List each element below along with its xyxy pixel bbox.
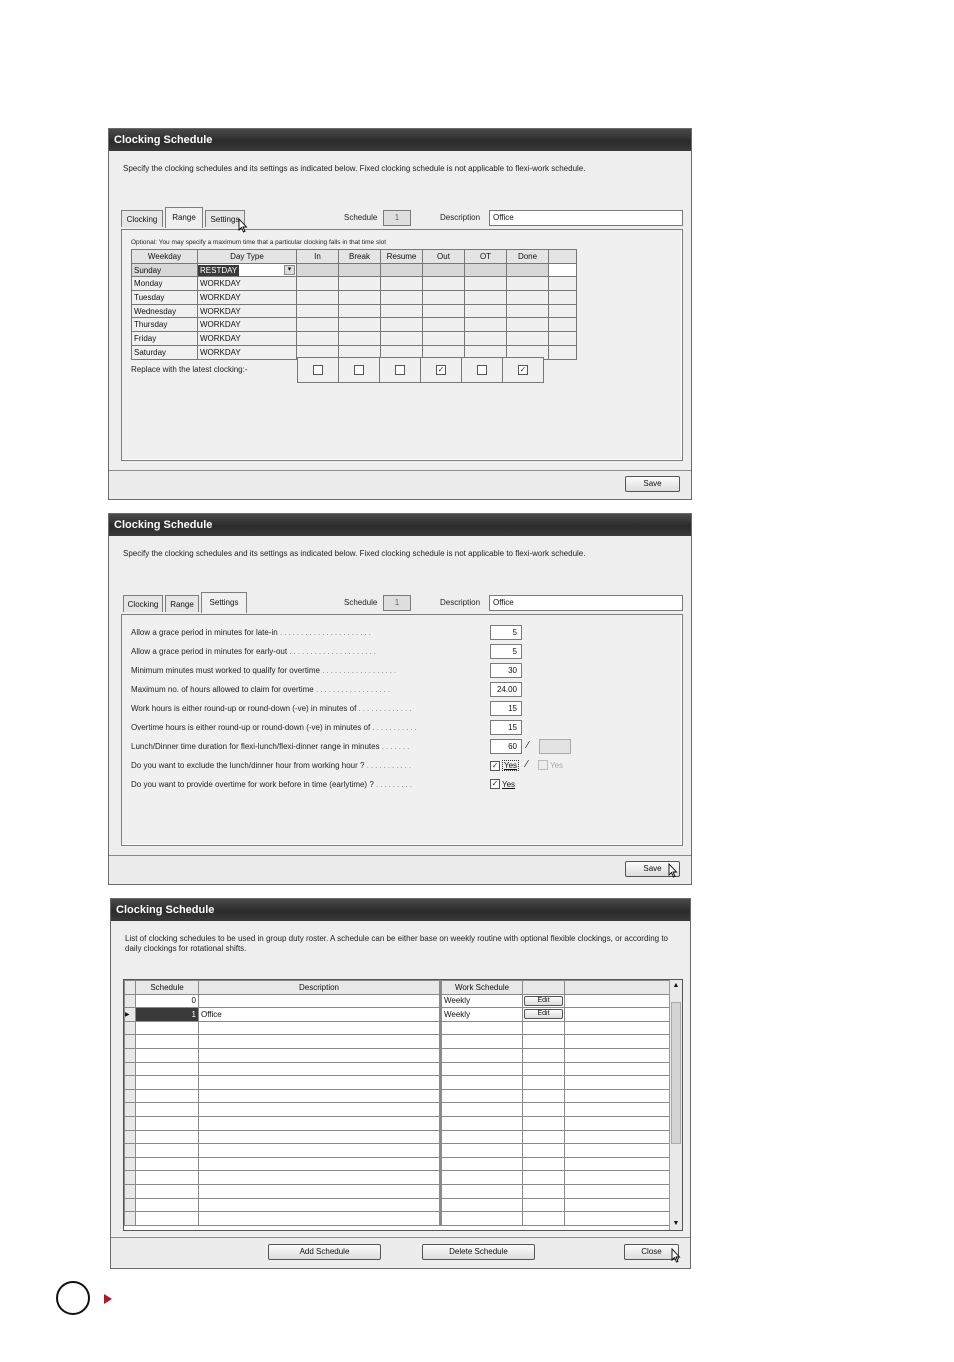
work-schedule-cell: Weekly bbox=[441, 994, 523, 1008]
setting-label-work-rounding bbox=[131, 704, 413, 713]
table-row-empty bbox=[125, 1184, 670, 1198]
leader-dots: ..................... bbox=[289, 647, 378, 656]
setting-label-text: Allow a grace period in minutes for late-in bbox=[131, 628, 278, 637]
empty-cell bbox=[523, 1116, 565, 1130]
setting-label-max-overtime bbox=[131, 685, 392, 694]
replace-checkbox-row bbox=[297, 357, 544, 383]
empty-cell bbox=[199, 1144, 441, 1158]
column-header-break: Break bbox=[339, 250, 381, 264]
empty-cell bbox=[523, 1035, 565, 1049]
lunch-duration-input[interactable]: 60 bbox=[490, 739, 522, 754]
leader-dots: ............. bbox=[358, 704, 414, 713]
empty-cell bbox=[523, 1103, 565, 1117]
leader-dots: .................. bbox=[315, 685, 392, 694]
empty-cell bbox=[441, 1198, 523, 1212]
day-type-value: RESTDAY bbox=[200, 265, 238, 275]
description-input[interactable]: Office bbox=[489, 595, 683, 611]
extra-cell bbox=[565, 1008, 670, 1022]
empty-cell bbox=[441, 1171, 523, 1185]
description-input[interactable]: Office bbox=[489, 210, 683, 226]
empty-cell bbox=[199, 1184, 441, 1198]
range-panel bbox=[121, 229, 683, 461]
work-rounding-input[interactable]: 15 bbox=[490, 701, 522, 716]
save-button[interactable]: Save bbox=[625, 476, 680, 492]
checkbox-cell-in bbox=[298, 358, 339, 382]
setting-label-overtime-before bbox=[131, 780, 414, 789]
action-cell bbox=[523, 994, 565, 1008]
time-cell[interactable] bbox=[297, 263, 339, 277]
time-cell[interactable] bbox=[507, 263, 549, 277]
window-description: Specify the clocking schedules and its settings as indicated below. Fixed clocking schedule is not applicable to flexi-work schedule. bbox=[123, 164, 586, 173]
weekday-cell: Friday bbox=[132, 332, 198, 346]
table-row-empty bbox=[125, 1076, 670, 1090]
empty-cell bbox=[199, 1157, 441, 1171]
empty-cell bbox=[199, 1076, 441, 1090]
tab-range[interactable]: Range bbox=[165, 595, 199, 612]
empty-cell bbox=[199, 1130, 441, 1144]
empty-cell bbox=[565, 1035, 670, 1049]
weekday-cell: Wednesday bbox=[132, 304, 198, 318]
weekday-cell: Thursday bbox=[132, 318, 198, 332]
empty-cell bbox=[125, 1062, 136, 1076]
table-row-empty bbox=[125, 1048, 670, 1062]
weekday-cell: Tuesday bbox=[132, 291, 198, 305]
scroll-down-arrow-icon[interactable]: ▼ bbox=[672, 1220, 680, 1227]
add-schedule-button[interactable]: Add Schedule bbox=[268, 1244, 381, 1260]
extra-cell bbox=[549, 263, 577, 277]
empty-cell bbox=[441, 1035, 523, 1049]
checkbox-out[interactable]: ✓ bbox=[437, 365, 445, 374]
empty-cell bbox=[523, 1157, 565, 1171]
setting-label-overtime-rounding bbox=[131, 723, 419, 732]
tab-settings[interactable]: Settings bbox=[205, 210, 245, 227]
schedule-label: Schedule bbox=[344, 213, 378, 222]
check-icon[interactable]: ✓ bbox=[491, 779, 499, 788]
table-row-empty bbox=[125, 1130, 670, 1144]
column-header-in: In bbox=[297, 250, 339, 264]
table-row[interactable] bbox=[132, 318, 577, 332]
empty-cell bbox=[523, 1130, 565, 1144]
checkbox-resume[interactable] bbox=[395, 365, 405, 375]
table-row-empty bbox=[125, 1089, 670, 1103]
empty-cell bbox=[565, 1021, 670, 1035]
empty-cell bbox=[136, 1212, 199, 1226]
leader-dots: ........... bbox=[372, 723, 419, 732]
time-cell[interactable] bbox=[381, 263, 423, 277]
setting-label-text: Maximum no. of hours allowed to claim for overtime bbox=[131, 685, 314, 694]
exclude-lunch-secondary-checkbox bbox=[538, 760, 563, 770]
setting-label-text: Overtime hours is either round-up or round-down (-ve) in minutes of bbox=[131, 723, 371, 732]
tab-settings[interactable]: Settings bbox=[201, 592, 247, 613]
table-row[interactable] bbox=[132, 291, 577, 305]
checkbox-cell-resume bbox=[380, 358, 421, 382]
optional-note: Optional: You may specify a maximum time that a particular clocking falls in that time slot bbox=[131, 239, 387, 246]
empty-cell bbox=[136, 1171, 199, 1185]
column-header-weekday: Weekday bbox=[132, 250, 198, 264]
table-row[interactable] bbox=[132, 304, 577, 318]
edit-button[interactable]: Edit bbox=[524, 1009, 563, 1019]
description-cell bbox=[199, 994, 441, 1008]
description-label: Description bbox=[440, 213, 481, 222]
empty-cell bbox=[125, 1157, 136, 1171]
empty-cell bbox=[441, 1062, 523, 1076]
empty-cell bbox=[441, 1048, 523, 1062]
column-header-day-type: Day Type bbox=[198, 250, 297, 264]
leader-dots: ....... bbox=[381, 742, 412, 751]
empty-cell bbox=[523, 1021, 565, 1035]
day-type-cell[interactable]: WORKDAY bbox=[198, 332, 297, 346]
empty-cell bbox=[125, 1021, 136, 1035]
column-header-action bbox=[523, 981, 565, 995]
range-table bbox=[131, 249, 577, 360]
mouse-pointer-icon bbox=[671, 1248, 681, 1263]
empty-cell bbox=[136, 1184, 199, 1198]
empty-cell bbox=[125, 1144, 136, 1158]
empty-cell bbox=[523, 1076, 565, 1090]
day-type-cell[interactable]: WORKDAY bbox=[198, 291, 297, 305]
mouse-pointer-icon bbox=[668, 863, 678, 878]
empty-cell bbox=[565, 1062, 670, 1076]
empty-cell bbox=[125, 1130, 136, 1144]
empty-cell bbox=[199, 1198, 441, 1212]
setting-label-text: Do you want to exclude the lunch/dinner hour from working hour ? bbox=[131, 761, 365, 770]
empty-cell bbox=[523, 1048, 565, 1062]
table-row[interactable] bbox=[132, 277, 577, 291]
edit-button[interactable]: Edit bbox=[524, 996, 563, 1006]
leader-dots: .................. bbox=[322, 666, 399, 675]
button-bar bbox=[109, 855, 691, 884]
table-row-empty bbox=[125, 1062, 670, 1076]
empty-cell bbox=[136, 1103, 199, 1117]
weekday-cell: Sunday bbox=[132, 263, 198, 277]
empty-cell bbox=[441, 1130, 523, 1144]
empty-cell bbox=[136, 1198, 199, 1212]
empty-cell bbox=[136, 1130, 199, 1144]
work-schedule-cell: Weekly bbox=[441, 1008, 523, 1022]
setting-label-exclude-lunch bbox=[131, 761, 413, 770]
schedule-table bbox=[124, 980, 670, 1226]
empty-cell bbox=[523, 1171, 565, 1185]
day-type-cell[interactable]: WORKDAY bbox=[198, 345, 297, 359]
window-description: Specify the clocking schedules and its settings as indicated below. Fixed clocking schedule is not applicable to flexi-work schedule. bbox=[123, 549, 586, 558]
leader-dots: ......... bbox=[376, 780, 415, 789]
extra-cell bbox=[565, 994, 670, 1008]
empty-cell bbox=[565, 1171, 670, 1185]
empty-cell bbox=[136, 1144, 199, 1158]
row-selector bbox=[125, 994, 136, 1008]
empty-cell bbox=[199, 1103, 441, 1117]
table-row-empty bbox=[125, 1144, 670, 1158]
table-row[interactable] bbox=[132, 263, 577, 277]
column-header-schedule: Schedule bbox=[136, 981, 199, 995]
tab-clocking[interactable]: Clocking bbox=[123, 595, 163, 612]
empty-cell bbox=[565, 1130, 670, 1144]
row-selector-current: ▶ bbox=[125, 1008, 136, 1022]
empty-cell bbox=[565, 1198, 670, 1212]
empty-cell bbox=[125, 1035, 136, 1049]
button-bar bbox=[109, 470, 691, 499]
early-out-grace-input[interactable]: 5 bbox=[490, 644, 522, 659]
description-cell: Office bbox=[199, 1008, 441, 1022]
page-number-circle bbox=[56, 1281, 90, 1315]
clocking-schedule-window-settings bbox=[108, 513, 692, 885]
empty-cell bbox=[565, 1103, 670, 1117]
setting-label-late-in bbox=[131, 628, 373, 637]
empty-cell bbox=[523, 1184, 565, 1198]
schedule-cell: 0 bbox=[136, 994, 199, 1008]
column-header-ot: OT bbox=[465, 250, 507, 264]
table-row-empty bbox=[125, 1021, 670, 1035]
empty-cell bbox=[125, 1212, 136, 1226]
window-description: List of clocking schedules to be used in group duty roster. A schedule can be either base on weekly routine with optional flexible clockings, or according to daily clockings for rotational shifts. bbox=[125, 934, 668, 953]
late-in-grace-input[interactable]: 5 bbox=[490, 625, 522, 640]
empty-cell bbox=[523, 1144, 565, 1158]
empty-cell bbox=[565, 1157, 670, 1171]
empty-cell bbox=[565, 1144, 670, 1158]
empty-cell bbox=[125, 1103, 136, 1117]
clocking-schedule-window-range bbox=[108, 128, 692, 500]
table-row-selected[interactable] bbox=[125, 1008, 670, 1022]
column-header-work-schedule: Work Schedule bbox=[441, 981, 523, 995]
empty-cell bbox=[565, 1116, 670, 1130]
day-type-select[interactable] bbox=[198, 263, 297, 277]
column-header-extra bbox=[549, 250, 577, 264]
table-row[interactable] bbox=[132, 332, 577, 346]
empty-cell bbox=[136, 1048, 199, 1062]
empty-cell bbox=[136, 1157, 199, 1171]
table-row-empty bbox=[125, 1171, 670, 1185]
delete-schedule-button[interactable]: Delete Schedule bbox=[422, 1244, 535, 1260]
empty-cell bbox=[565, 1048, 670, 1062]
table-row-empty bbox=[125, 1212, 670, 1226]
checkbox-disabled bbox=[538, 760, 548, 770]
day-type-cell[interactable]: WORKDAY bbox=[198, 277, 297, 291]
weekday-cell: Saturday bbox=[132, 345, 198, 359]
empty-cell bbox=[125, 1171, 136, 1185]
empty-cell bbox=[125, 1198, 136, 1212]
empty-cell bbox=[441, 1076, 523, 1090]
schedule-label: Schedule bbox=[344, 598, 378, 607]
empty-cell bbox=[565, 1089, 670, 1103]
table-row-empty bbox=[125, 1198, 670, 1212]
table-row-empty bbox=[125, 1035, 670, 1049]
row-selector-header bbox=[125, 981, 136, 995]
empty-cell bbox=[125, 1076, 136, 1090]
window-title: Clocking Schedule bbox=[111, 899, 690, 921]
vertical-scrollbar[interactable] bbox=[669, 980, 682, 1230]
setting-label-early-out bbox=[131, 647, 378, 656]
empty-cell bbox=[441, 1144, 523, 1158]
checkbox-break[interactable] bbox=[354, 365, 364, 375]
max-overtime-input[interactable]: 24.00 bbox=[490, 682, 522, 697]
empty-cell bbox=[565, 1184, 670, 1198]
table-row-empty bbox=[125, 1116, 670, 1130]
tab-clocking[interactable]: Clocking bbox=[121, 210, 163, 227]
replace-latest-label: Replace with the latest clocking:- bbox=[131, 365, 248, 374]
exclude-lunch-yes-label-disabled: Yes bbox=[550, 760, 564, 770]
checkbox-cell-ot bbox=[462, 358, 503, 382]
empty-cell bbox=[136, 1021, 199, 1035]
empty-cell bbox=[199, 1062, 441, 1076]
exclude-lunch-yes-label: Yes bbox=[504, 761, 518, 770]
empty-cell bbox=[199, 1089, 441, 1103]
scroll-up-arrow-icon[interactable]: ▲ bbox=[672, 982, 680, 989]
empty-cell bbox=[441, 1157, 523, 1171]
column-header-description: Description bbox=[199, 981, 441, 995]
empty-cell bbox=[199, 1171, 441, 1185]
slash-separator: ⁄ bbox=[527, 740, 529, 751]
empty-cell bbox=[523, 1089, 565, 1103]
checkbox-done[interactable]: ✓ bbox=[519, 365, 527, 374]
setting-label-text: Minimum minutes must worked to qualify for overtime bbox=[131, 666, 320, 675]
window-title: Clocking Schedule bbox=[109, 514, 691, 536]
day-type-cell[interactable]: WORKDAY bbox=[198, 318, 297, 332]
mouse-pointer-icon bbox=[238, 218, 248, 233]
save-button[interactable]: Save bbox=[625, 861, 680, 877]
empty-cell bbox=[136, 1035, 199, 1049]
leader-dots: ........... bbox=[366, 761, 414, 770]
empty-cell bbox=[565, 1212, 670, 1226]
checkbox-cell-done bbox=[503, 358, 543, 382]
setting-label-text: Lunch/Dinner time duration for flexi-lunch/flexi-dinner range in minutes bbox=[131, 742, 380, 751]
empty-cell bbox=[125, 1089, 136, 1103]
empty-cell bbox=[125, 1116, 136, 1130]
empty-cell bbox=[136, 1076, 199, 1090]
scroll-thumb[interactable] bbox=[671, 1002, 681, 1144]
leader-dots: ...................... bbox=[279, 628, 373, 637]
empty-cell bbox=[523, 1062, 565, 1076]
clocking-schedule-list-window bbox=[110, 898, 691, 1269]
empty-cell bbox=[441, 1212, 523, 1226]
time-cell[interactable] bbox=[339, 263, 381, 277]
schedule-list bbox=[123, 979, 683, 1231]
chevron-down-icon[interactable]: ▾ bbox=[284, 265, 295, 275]
table-row[interactable] bbox=[125, 994, 670, 1008]
triangle-arrow-icon bbox=[104, 1294, 112, 1304]
setting-label-text: Allow a grace period in minutes for early-out bbox=[131, 647, 288, 656]
overtime-rounding-input[interactable]: 15 bbox=[490, 720, 522, 735]
tab-range[interactable]: Range bbox=[165, 207, 203, 228]
empty-cell bbox=[441, 1089, 523, 1103]
empty-cell bbox=[441, 1184, 523, 1198]
schedule-table-body bbox=[125, 994, 670, 1225]
day-type-cell[interactable]: WORKDAY bbox=[198, 304, 297, 318]
schedule-number-field: 1 bbox=[383, 210, 411, 226]
overtime-before-yes-label: Yes bbox=[502, 779, 516, 789]
empty-cell bbox=[199, 1035, 441, 1049]
empty-cell bbox=[523, 1198, 565, 1212]
setting-label-min-overtime bbox=[131, 666, 398, 675]
weekday-cell: Monday bbox=[132, 277, 198, 291]
checkbox-cell-out bbox=[421, 358, 462, 382]
action-cell bbox=[523, 1008, 565, 1022]
settings-panel bbox=[121, 614, 683, 846]
empty-cell bbox=[565, 1076, 670, 1090]
min-overtime-input[interactable]: 30 bbox=[490, 663, 522, 678]
overtime-before-checkbox[interactable] bbox=[490, 779, 515, 789]
schedule-cell: 1 bbox=[136, 1008, 199, 1022]
column-header-out: Out bbox=[423, 250, 465, 264]
column-header-done: Done bbox=[507, 250, 549, 264]
empty-cell bbox=[199, 1116, 441, 1130]
column-header-resume: Resume bbox=[381, 250, 423, 264]
setting-label-text: Do you want to provide overtime for work before in time (earlytime) ? bbox=[131, 780, 374, 789]
schedule-number-field: 1 bbox=[383, 595, 411, 611]
empty-cell bbox=[199, 1048, 441, 1062]
check-icon[interactable]: ✓ bbox=[491, 760, 499, 770]
setting-label-lunch-duration bbox=[131, 742, 411, 751]
table-row-empty bbox=[125, 1157, 670, 1171]
button-bar bbox=[111, 1237, 690, 1268]
empty-cell bbox=[441, 1103, 523, 1117]
close-button[interactable]: Close bbox=[624, 1244, 679, 1260]
empty-cell bbox=[136, 1116, 199, 1130]
empty-cell bbox=[523, 1212, 565, 1226]
empty-cell bbox=[125, 1184, 136, 1198]
slash-separator: ⁄ bbox=[526, 759, 528, 770]
table-row-empty bbox=[125, 1103, 670, 1117]
empty-cell bbox=[441, 1021, 523, 1035]
empty-cell bbox=[136, 1062, 199, 1076]
time-cell[interactable] bbox=[423, 263, 465, 277]
description-label: Description bbox=[440, 598, 481, 607]
checkbox-ot[interactable] bbox=[477, 365, 487, 375]
empty-cell bbox=[125, 1048, 136, 1062]
exclude-lunch-checkbox[interactable] bbox=[490, 760, 519, 771]
checkbox-in[interactable] bbox=[313, 365, 323, 375]
column-header-extra bbox=[565, 981, 670, 995]
time-cell[interactable] bbox=[465, 263, 507, 277]
empty-cell bbox=[441, 1116, 523, 1130]
empty-cell bbox=[136, 1089, 199, 1103]
empty-cell bbox=[199, 1021, 441, 1035]
setting-label-text: Work hours is either round-up or round-down (-ve) in minutes of bbox=[131, 704, 357, 713]
lunch-duration-secondary-input bbox=[539, 739, 571, 754]
window-title: Clocking Schedule bbox=[109, 129, 691, 151]
empty-cell bbox=[199, 1212, 441, 1226]
checkbox-cell-break bbox=[339, 358, 380, 382]
